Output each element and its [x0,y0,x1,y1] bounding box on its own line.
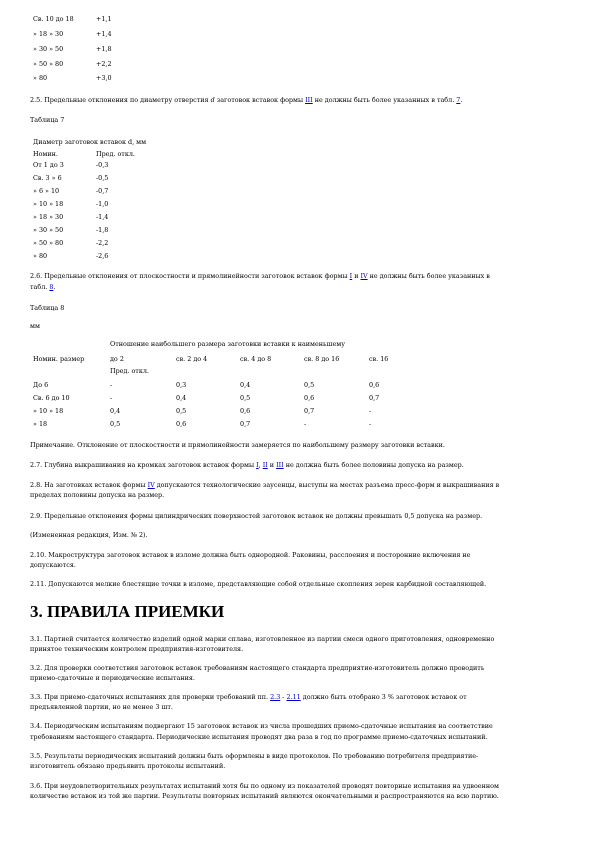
table7-dev: -2,6 [96,252,109,260]
table8-caption: Таблица 8 [30,304,65,312]
table8-col: св. 2 до 4 [176,355,208,363]
paragraph-3-5-cont: изготовитель обязано предъявить протоколы испытаний. [30,762,226,770]
table7-range: » 6 » 10 [33,187,60,195]
table6-range: » 50 » 80 [33,60,64,68]
paragraph-3-2-cont: приемо-сдаточные и периодические испытания. [30,674,195,682]
table7-range: » 30 » 50 [33,226,64,234]
edition-note: (Измененная редакция, Изм. № 2). [30,531,148,539]
table8-subheader: Пред. откл. [110,367,149,375]
paragraph-3-3-cont: предъявленной партии, но не менее 3 шт. [30,703,173,711]
table8-note: Примечание. Отклонение от плоскостности и прямолинейности замеряется по наибольшему размеру заготовки вставки. [30,441,445,449]
table8-size: До 6 [33,381,49,389]
table8-col: св. 16 [369,355,389,363]
paragraph-2-9: 2.9. Предельные отклонения формы цилиндрических поверхностей заготовок вставок не должны превышать 0,5 допуска на размер. [30,512,483,520]
table8-cell: - [110,394,113,402]
table8-unit: мм [30,322,40,330]
link-table-8[interactable]: 8 [49,283,54,291]
link-table-7[interactable]: 7 [456,96,461,104]
table8-cell: 0,6 [240,407,251,415]
table8-cell: 0,4 [110,407,121,415]
paragraph-3-4: 3.4. Периодическим испытаниям подвергают 15 заготовок вставок из числа прошедших приемо-сдаточные испытания на соответствие [30,722,493,730]
paragraph-3-1: 3.1. Партией считается количество изделий одной марки сплава, изготовленное из партии смеси одного приготовления, одновременно [30,635,495,643]
table7-dev: -2,2 [96,239,109,247]
table7-range: » 10 » 18 [33,200,64,208]
link-form-i[interactable]: I [256,461,259,469]
link-form-i[interactable]: I [349,272,353,280]
table8-cell: 0,6 [176,420,187,428]
table6-dev: +1,1 [96,15,112,23]
paragraph-2-8: 2.8. На заготовках вставок формы IV допускаются технологические заусенцы, выступы на местах разъема пресс-форм и выкрашивания в [30,481,500,489]
table8-size: Св. 6 до 10 [33,394,70,402]
table8-col: св. 4 до 8 [240,355,272,363]
table6-dev: +2,2 [96,60,112,68]
table6-dev: +1,8 [96,45,112,53]
table6-dev: +3,0 [96,74,112,82]
table8-cell: 0,7 [240,420,251,428]
paragraph-3-2: 3.2. Для проверки соответствия заготовок вставок требованиям настоящего стандарта предприятие-изготовитель должно проводить [30,664,485,672]
table8-cell: - [369,420,372,428]
table7-title: Диаметр заготовок вставок d, мм [33,138,147,146]
table7-range: » 50 » 80 [33,239,64,247]
table8-cell: 0,3 [176,381,187,389]
table8-cell: 0,5 [240,394,251,402]
paragraph-2-6-cont: табл. 8. [30,283,56,291]
table7-dev: -0,7 [96,187,109,195]
paragraph-3-6: 3.6. При неудовлетворительных результатах испытаний хотя бы по одному из показателей проводят повторные испытания на удвоенном [30,782,499,790]
table8-size: » 10 » 18 [33,407,64,415]
link-section-2-11[interactable]: 2.11 [286,693,301,701]
table8-cell: 0,5 [304,381,315,389]
table8-cell: 0,6 [369,381,380,389]
table7-col-nominal: Номин. [33,150,58,158]
paragraph-2-10-cont: допускаются. [30,561,76,569]
table8-cell: 0,4 [176,394,187,402]
paragraph-3-3: 3.3. При приемо-сдаточных испытаниях для проверки требований пп. 2.3 - 2.11 должно быть отобрано 3 % заготовок вставок от [30,693,467,701]
link-form-ii[interactable]: II [262,461,268,469]
table8-cell: 0,7 [304,407,315,415]
paragraph-2-6: 2.6. Предельные отклонения от плоскостности и прямолинейности заготовок вставок формы I и IV не должны быть более указанных в [30,272,490,280]
table8-cell: - [369,407,372,415]
table8-row-header: Номин. размер [33,355,85,363]
paragraph-3-6-cont: количестве вставок из той же партии. Результаты повторных испытаний являются окончательными и распространяются на всю партию. [30,792,499,800]
table7-dev: -1,8 [96,226,109,234]
table7-range: » 18 » 30 [33,213,64,221]
paragraph-3-4-cont: требованиям настоящего стандарта. Периодические испытания проводят два раза в год по программе приемо-сдаточных испытаний. [30,733,488,741]
table8-cell: - [304,420,307,428]
table6-range: Св. 10 до 18 [33,15,74,23]
table8-cell: 0,4 [240,381,251,389]
link-form-iv[interactable]: IV [360,272,368,280]
table6-range: » 18 » 30 [33,30,64,38]
table7-dev: -1,4 [96,213,109,221]
table8-group-header: Отношение наибольшего размера заготовки вставки к наименьшему [110,340,345,348]
table8-cell: - [110,381,113,389]
link-form-iv[interactable]: IV [147,481,155,489]
section-3-heading: 3. ПРАВИЛА ПРИЕМКИ [30,602,225,621]
table8-col: до 2 [110,355,124,363]
table8-size: » 18 [33,420,48,428]
table6-range: » 80 [33,74,48,82]
table8-cell: 0,7 [369,394,380,402]
paragraph-3-5: 3.5. Результаты периодических испытаний должны быть оформлены в виде протоколов. По требованию потребителя предприятие- [30,752,479,760]
table7-col-deviation: Пред. откл. [96,150,135,158]
link-section-2-3[interactable]: 2.3 [270,693,281,701]
link-form-iii[interactable]: III [276,461,284,469]
paragraph-2-10: 2.10. Макроструктура заготовок вставок в изломе должна быть однородной. Раковины, расслоения и посторонние включения не [30,551,471,559]
table8-cell: 0,5 [110,420,121,428]
table7-dev: -1,0 [96,200,109,208]
table7-dev: -0,5 [96,174,109,182]
paragraph-2-8-cont: пределах половины допуска на размер. [30,491,165,499]
table7-dev: -0,3 [96,161,109,169]
table8-col: св. 8 до 16 [304,355,340,363]
paragraph-3-1-cont: принятое техническим контролем предприятия-изготовителя. [30,645,244,653]
table8-cell: 0,5 [176,407,187,415]
table7-range: » 80 [33,252,48,260]
table6-range: » 30 » 50 [33,45,64,53]
link-form-iii[interactable]: III [305,96,313,104]
paragraph-2-11: 2.11. Допускаются мелкие блестящие точки в изломе, представляющие собой отдельные скопления зерен карбидной составляющей. [30,580,487,588]
table8-cell: 0,6 [304,394,315,402]
table6-dev: +1,4 [96,30,112,38]
paragraph-2-5: 2.5. Предельные отклонения по диаметру отверстия d заготовок вставок формы III не должны быть более указанных в табл. 7. [30,96,463,104]
table7-range: От 1 до 3 [33,161,64,169]
table7-range: Св. 3 » 6 [33,174,62,182]
table7-caption: Таблица 7 [30,116,65,124]
paragraph-2-7: 2.7. Глубина выкрашивания на кромках заготовок вставок формы I, II и III не должна быть более половины допуска на размер. [30,461,464,469]
